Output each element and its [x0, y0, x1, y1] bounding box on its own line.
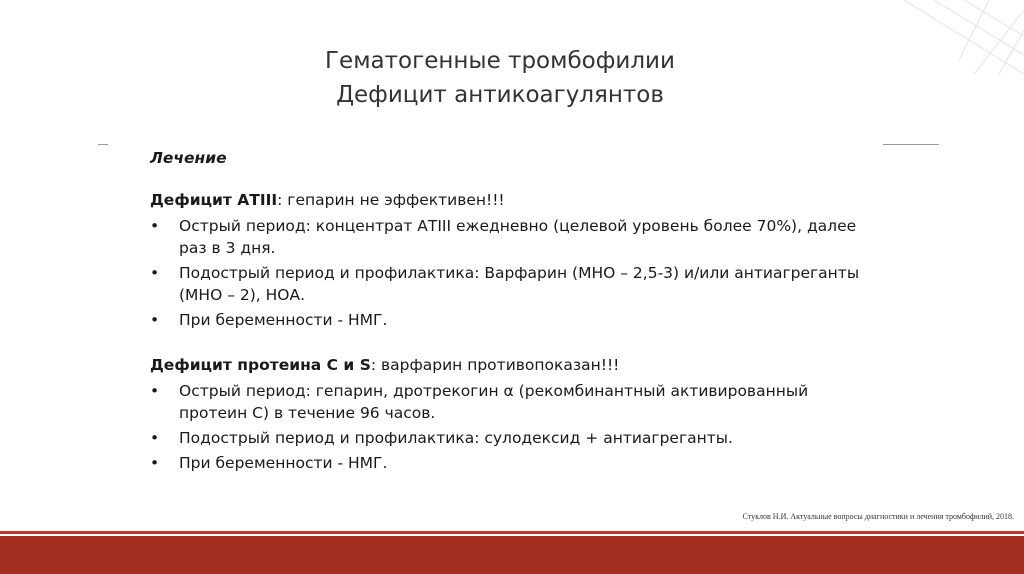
- block-atiii-list: [150, 215, 870, 331]
- block-protein-cs-heading-bold: Дефицит протеина С и S: [150, 356, 371, 374]
- block-protein-cs-heading-rest: : варфарин противопоказан!!!: [370, 356, 620, 374]
- list-item: • Подострый период и профилактика: сулодексид + антиагреганты.: [150, 427, 870, 449]
- slide-body: [150, 146, 870, 474]
- list-item: • Подострый период и профилактика: Варфарин (МНО – 2,5-3) и/или антиагреганты (МНО – 2), НОА.: [150, 262, 870, 306]
- block-atiii-heading: [150, 188, 870, 212]
- title-line-1: Гематогенные тромбофилии: [325, 48, 675, 74]
- bottom-accent-line: [0, 531, 1024, 534]
- source-citation: Стуклов Н.И. Актуальные вопросы диагностики и лечения тромбофилий, 2018.: [742, 512, 1014, 521]
- bottom-accent-band: [0, 536, 1024, 574]
- list-item: • Острый период: гепарин, дротрекогин α (рекомбинантный активированный протеин С) в течение 96 часов.: [150, 380, 870, 424]
- block-protein-cs-list: [150, 380, 870, 474]
- slide-title: [0, 44, 1000, 112]
- divider-left: [98, 144, 108, 145]
- list-item: • При беременности - НМГ.: [150, 309, 870, 331]
- block-protein-cs: [150, 353, 870, 474]
- block-protein-cs-heading: [150, 353, 870, 377]
- list-item: • При беременности - НМГ.: [150, 452, 870, 474]
- title-line-2: Дефицит антикоагулянтов: [336, 82, 664, 108]
- block-atiii-heading-rest: : гепарин не эффективен!!!: [277, 191, 505, 209]
- block-atiii-heading-bold: Дефицит АТIII: [150, 191, 278, 209]
- section-heading: Лечение: [150, 149, 227, 167]
- block-atiii: [150, 188, 870, 331]
- divider-right: [883, 144, 939, 145]
- list-item: • Острый период: концентрат АТIII ежедневно (целевой уровень более 70%), далее раз в 3 дня.: [150, 215, 870, 259]
